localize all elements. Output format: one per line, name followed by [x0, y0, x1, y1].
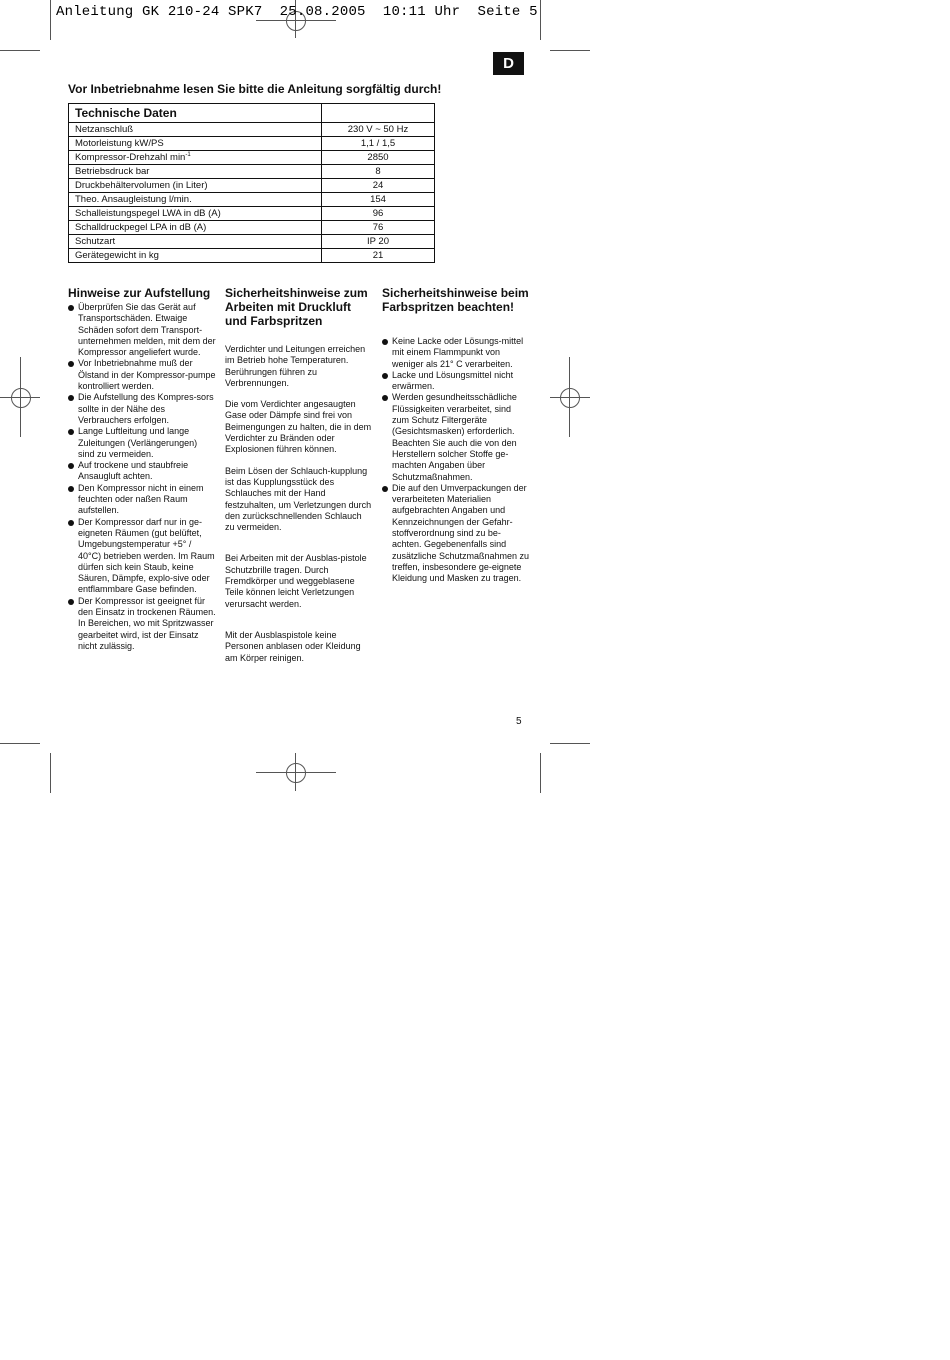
list-item	[68, 426, 216, 460]
table-row	[69, 179, 435, 193]
registration-circle	[11, 388, 31, 408]
row-label: Motorleistung kW/PS	[69, 137, 322, 151]
list-item-text: Keine Lacke oder Lösungs-mittel mit einem Flammpunkt von weniger als 21° C verarbeiten.	[392, 336, 524, 369]
registration-circle	[560, 388, 580, 408]
crop-mark	[550, 50, 590, 51]
list-item-text: Den Kompressor nicht in einem feuchten oder naßen Raum aufstellen.	[78, 482, 204, 516]
list-item	[68, 460, 216, 483]
table-row	[69, 137, 435, 151]
row-value: 21	[322, 249, 435, 263]
bullet-icon	[382, 373, 388, 379]
table-row	[69, 221, 435, 235]
setup-notes-column	[68, 286, 216, 652]
page-number: 5	[516, 716, 522, 727]
safety-paragraph: Bei Arbeiten mit der Ausblas-pistole Schutzbrille tragen. Durch Fremdkörper und weggeblasene Teile können leicht Verletzungen verursacht werden.	[225, 553, 367, 609]
table-row	[69, 193, 435, 207]
list-item-text: Auf trockene und staubfreie Ansaugluft achten.	[78, 460, 189, 482]
crop-mark	[550, 743, 590, 744]
list-item-text: Lacke und Lösungsmittel nicht erwärmen.	[392, 369, 514, 392]
list-item-text: Die auf den Umverpackungen der verarbeiteten Materialien aufgebrachten Angaben und Kennzeichnungen der Gefahr-stoffverordnung sind zu be-achten. Gegebenenfalls sind zusätzliche Schutzmaßnahmen zu treffen, insbesondere ge-eignete Kleidung und Masken zu tragen.	[392, 482, 530, 584]
list-item-text: Vor Inbetriebnahme muß der Ölstand in der Kompressor-pumpe kontrolliert werden.	[78, 358, 216, 392]
compressed-air-safety-column	[225, 286, 373, 674]
spray-painting-safety-heading: Sicherheitshinweise beim Farbspritzen beachten!	[382, 286, 529, 314]
safety-paragraph: Beim Lösen der Schlauch-kupplung ist das Kupplungsstück des Schlauches mit der Hand festzuhalten, um Verletzungen durch den zurückschnellenden Schlauch zu vermeiden.	[225, 465, 372, 533]
row-label: Druckbehältervolumen (in Liter)	[69, 179, 322, 193]
row-value: 24	[322, 179, 435, 193]
bullet-icon	[68, 429, 74, 435]
intro-heading: Vor Inbetriebnahme lesen Sie bitte die Anleitung sorgfältig durch!	[68, 82, 442, 96]
bullet-icon	[68, 305, 74, 311]
list-item	[382, 370, 530, 393]
list-item-text: Der Kompressor darf nur in ge-eigneten Räumen (gut belüftet, Umgebungstemperatur +5° / 40°C) betrieben werden. Im Raum dürfen sich kein Staub, keine Säuren, Dämpfe, explo-sive oder entflammbare Gase befinden.	[78, 516, 215, 595]
bullet-icon	[68, 520, 74, 526]
crop-mark	[50, 0, 51, 40]
crop-mark	[0, 50, 40, 51]
technical-data-table	[68, 103, 435, 263]
row-label-text: Kompressor-Drehzahl min	[75, 152, 186, 164]
list-item	[382, 483, 530, 585]
row-label: Betriebsdruck bar	[69, 165, 322, 179]
list-item	[68, 596, 216, 652]
row-value: 76	[322, 221, 435, 235]
table-title: Technische Daten	[69, 104, 322, 123]
table-header-row	[69, 104, 435, 123]
row-value: 154	[322, 193, 435, 207]
list-item	[68, 483, 216, 517]
table-row	[69, 165, 435, 179]
row-label: Netzanschluß	[69, 123, 322, 137]
table-row	[69, 249, 435, 263]
row-value: 1,1 / 1,5	[322, 137, 435, 151]
list-item	[68, 358, 216, 392]
safety-paragraph: Mit der Ausblaspistole keine Personen anblasen oder Kleidung am Körper reinigen.	[225, 629, 361, 663]
crop-mark	[540, 0, 541, 40]
list-item-text: Werden gesundheitsschädliche Flüssigkeiten verarbeitet, sind zum Schutz Filtergeräte (Gesichtsmasken) erforderlich. Beachten Sie auch die von den Herstellern solcher Stoffe ge-machten Angaben über Schutzmaßnahmen.	[392, 392, 517, 482]
bullet-icon	[382, 395, 388, 401]
list-item	[68, 517, 216, 596]
row-value: 8	[322, 165, 435, 179]
row-label: Theo. Ansaugleistung l/min.	[69, 193, 322, 207]
row-value: 2850	[322, 151, 435, 165]
list-item	[382, 336, 530, 370]
row-label: Schutzart	[69, 235, 322, 249]
setup-notes-heading: Hinweise zur Aufstellung	[68, 286, 211, 300]
bullet-icon	[382, 339, 388, 345]
row-value: IP 20	[322, 235, 435, 249]
list-item	[68, 392, 216, 426]
table-header-empty	[322, 104, 435, 123]
crop-mark	[50, 753, 51, 793]
row-value: 96	[322, 207, 435, 221]
language-badge: D	[493, 52, 524, 75]
bullet-icon	[68, 463, 74, 469]
list-item-text: Die Aufstellung des Kompres-sors sollte in der Nähe des Verbrauchers erfolgen.	[78, 392, 214, 425]
bullet-icon	[68, 395, 74, 401]
setup-notes-list	[68, 302, 216, 652]
row-label	[69, 151, 322, 165]
table-row	[69, 123, 435, 137]
print-slug: Anleitung GK 210-24 SPK7 25.08.2005 10:11 Uhr Seite 5	[56, 4, 538, 20]
safety-paragraph: Verdichter und Leitungen erreichen im Betrieb hohe Temperaturen. Berührungen führen zu Verbrennungen.	[225, 344, 366, 388]
table-row	[69, 235, 435, 249]
table-row	[69, 207, 435, 221]
spray-painting-list	[382, 336, 530, 585]
crop-mark	[540, 753, 541, 793]
safety-paragraph: Die vom Verdichter angesaugten Gase oder Dämpfe sind frei von Beimengungen zu halten, die in dem Verdichter zu Bränden oder Explosionen führen können.	[225, 399, 372, 455]
table-row	[69, 151, 435, 165]
spray-painting-safety-column	[382, 286, 530, 585]
list-item	[382, 392, 530, 482]
bullet-icon	[68, 599, 74, 605]
bullet-icon	[68, 361, 74, 367]
list-item-text: Der Kompressor ist geeignet für den Einsatz in trockenen Räumen. In Bereichen, wo mit Spritzwasser gearbeitet wird, ist der Einsatz nicht zulässig.	[78, 595, 216, 651]
bullet-icon	[382, 486, 388, 492]
bullet-icon	[68, 486, 74, 492]
crop-mark	[0, 743, 40, 744]
row-label: Schalleistungspegel LWA in dB (A)	[69, 207, 322, 221]
registration-circle	[286, 763, 306, 783]
row-label-exponent: -1	[185, 151, 191, 158]
row-label: Gerätegewicht in kg	[69, 249, 322, 263]
list-item-text: Lange Luftleitung und lange Zuleitungen (Verlängerungen) sind zu vermeiden.	[78, 426, 198, 459]
list-item-text: Überprüfen Sie das Gerät auf Transportschäden. Etwaige Schäden sofort dem Transport-unternehmen melden, mit dem der Kompressor angeliefert wurde.	[78, 302, 216, 358]
compressed-air-safety-heading: Sicherheitshinweise zum Arbeiten mit Druckluft und Farbspritzen	[225, 286, 368, 328]
row-value: 230 V ~ 50 Hz	[322, 123, 435, 137]
list-item	[68, 302, 216, 358]
row-label: Schalldruckpegel LPA in dB (A)	[69, 221, 322, 235]
